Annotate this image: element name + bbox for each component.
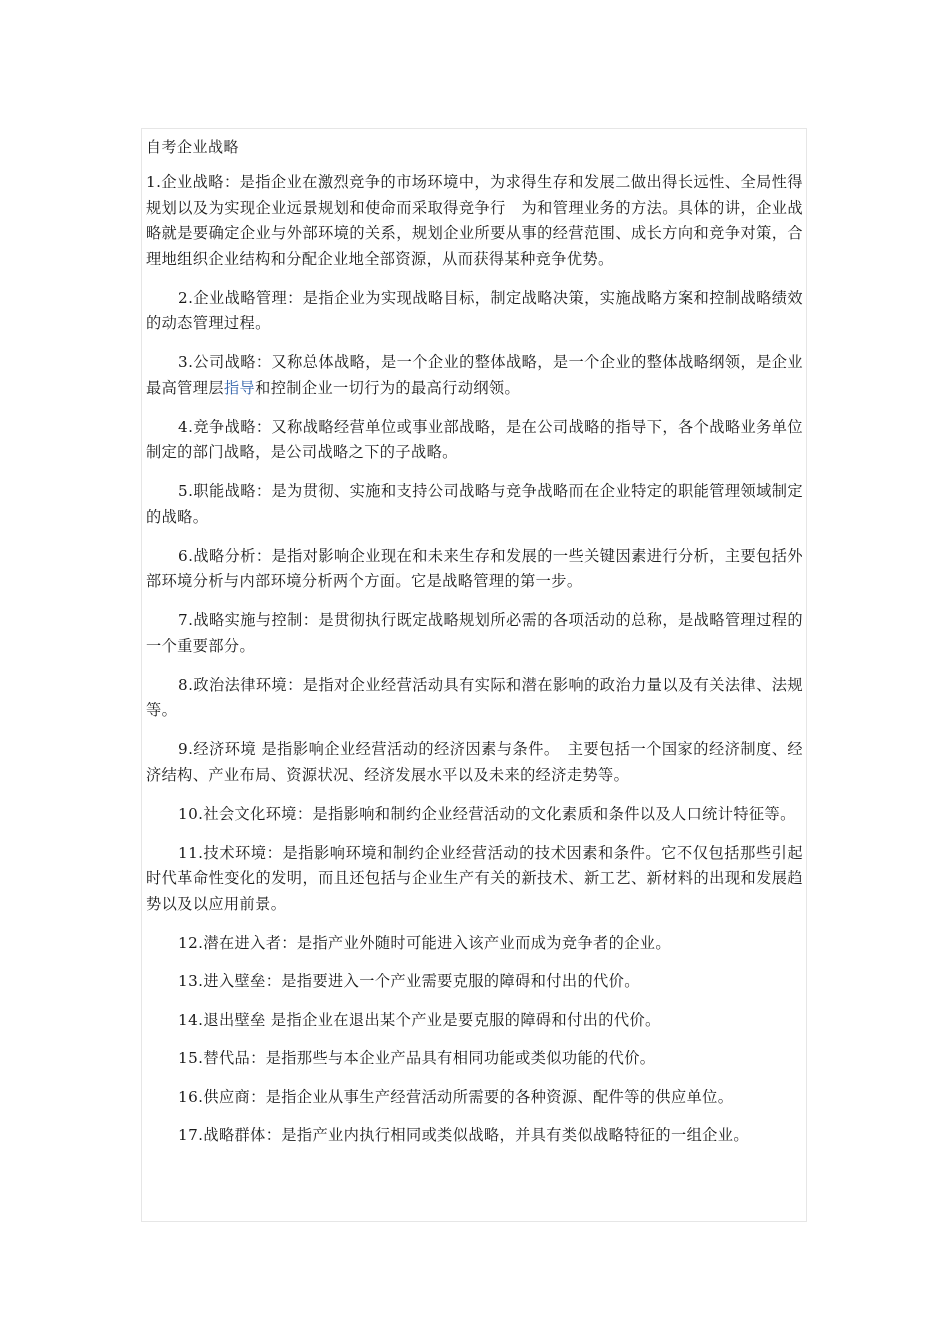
document-title: 自考企业战略 — [146, 138, 240, 156]
paragraph-17: 17.战略群体：是指产业内执行相同或类似战略，并具有类似战略特征的一组企业。 — [178, 1126, 749, 1144]
paragraph-3-text-after: 和控制企业一切行为的最高行动纲领。 — [255, 378, 521, 397]
paragraph-8: 8.政治法律环境：是指对企业经营活动具有实际和潜在影响的政治力量以及有关法律、法规等。 — [146, 675, 803, 719]
paragraph-14: 14.退出壁垒 是指企业在退出某个产业是要克服的障碍和付出的代价。 — [178, 1010, 661, 1029]
paragraph-16: 16.供应商：是指企业从事生产经营活动所需要的各种资源、配件等的供应单位。 — [178, 1087, 734, 1106]
paragraph-6: 6.战略分析：是指对影响企业现在和未来生存和发展的一些关键因素进行分析，主要包括外部环境分析与内部环境分析两个方面。它是战略管理的第一步。 — [146, 546, 803, 590]
paragraph-12: 12.潜在进入者：是指产业外随时可能进入该产业而成为竞争者的企业。 — [178, 933, 671, 952]
paragraph-3 — [146, 350, 803, 401]
paragraph-15: 15.替代品：是指那些与本企业产品具有相同功能或类似功能的代价。 — [178, 1049, 656, 1067]
paragraph-3-text-before: 3.公司战略：又称总体战略，是一个企业的整体战略，是一个企业的整体战略纲领，是企业最高管理层 — [146, 353, 803, 397]
paragraph-4: 4.竞争战略：又称战略经营单位或事业部战略，是在公司战略的指导下，各个战略业务单位制定的部门战略，是公司战略之下的子战略。 — [146, 417, 803, 461]
paragraph-5: 5.职能战略：是为贯彻、实施和支持公司战略与竞争战略而在企业特定的职能管理领域制定的战略。 — [146, 482, 803, 526]
paragraph-2: 2.企业战略管理：是指企业为实现战略目标，制定战略决策，实施战略方案和控制战略绩效的动态管理过程。 — [146, 288, 803, 332]
paragraph-13: 13.进入壁垒：是指要进入一个产业需要克服的障碍和付出的代价。 — [178, 972, 640, 990]
paragraph-1: 1.企业战略：是指企业在激烈竞争的市场环境中，为求得生存和发展二做出得长远性、全局性得规划以及为实现企业远景规划和使命而采取得竞争行 为和管理业务的方法。具体的讲，企业战略就是要确定企业与外部环境的关系，规划企业所要从事的经营范围、成长方向和竞争对策，合理地组织企业结构和分配企业地全部资源，从而获得某种竞争优势。 — [146, 173, 803, 268]
paragraph-7: 7.战略实施与控制：是贯彻执行既定战略规划所必需的各项活动的总称，是战略管理过程的一个重要部分。 — [146, 611, 803, 655]
paragraph-9: 9.经济环境 是指影响企业经营活动的经济因素与条件。 主要包括一个国家的经济制度、经济结构、产业布局、资源状况、经济发展水平以及未来的经济走势等。 — [146, 740, 803, 784]
paragraph-11: 11.技术环境：是指影响环境和制约企业经营活动的技术因素和条件。它不仅包括那些引起时代革命性变化的发明，而且还包括与企业生产有关的新技术、新工艺、新材料的出现和发展趋势以及以应用前景。 — [146, 843, 803, 913]
document-frame — [141, 128, 807, 1222]
guidance-link[interactable]: 指导 — [223, 378, 256, 397]
paragraph-10: 10.社会文化环境：是指影响和制约企业经营活动的文化素质和条件以及人口统计特征等。 — [178, 804, 796, 823]
